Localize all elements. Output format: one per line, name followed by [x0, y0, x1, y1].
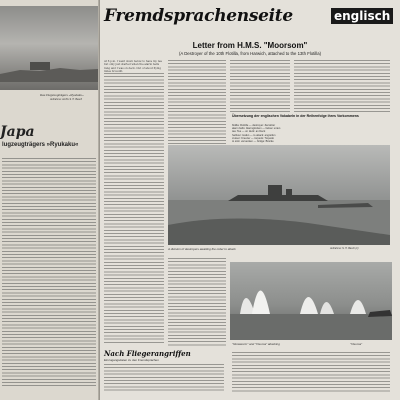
banner-title: Fremdsprachenseite — [104, 6, 293, 26]
explosion-plumes-icon — [230, 262, 392, 340]
bottom-right-text — [232, 352, 390, 392]
destroyer-silhouette-icon — [168, 145, 390, 245]
left-body-text — [2, 158, 96, 388]
glossary-entry: to sink: versenken — bridge: Brücke — [232, 140, 274, 144]
article-column-1 — [104, 73, 164, 345]
left-partial-title: Japa — [0, 124, 35, 140]
footer-subtitle: Einzugangsdaten zu den Fremdsprachen — [104, 358, 159, 362]
article-headline: Letter from H.M.S. "Moorsom" — [192, 41, 308, 50]
language-tag: englisch — [331, 8, 393, 24]
footer-text — [104, 364, 224, 392]
glossary-entry: cruiser: Kreuzer — torpedo: Torpedo — [232, 136, 274, 140]
footer-title: Nach Fliegerangriffen — [104, 349, 191, 358]
left-page — [0, 0, 100, 400]
left-partial-headline: lugzeugträgers »Ryukaku« — [2, 142, 79, 148]
attack-caption-right: "Visuma" — [350, 342, 363, 346]
left-photo-caption: Das Flugzeugträgers »Ryukaku« — [40, 93, 84, 97]
article-intro: At 6 p.m. I went down below to have my tea but only just started when the alarm bells rang and I was on deck. Out of about flying miles brought. — [104, 60, 162, 72]
destroyer-credit: Aufnahme: S. H. Basch (1) — [330, 247, 359, 250]
glossary-list — [232, 124, 390, 143]
glossary-entry: harbour: Hafen — to attack: angreifen — [232, 133, 276, 137]
glossary-entry: tea: Tee — on deck: an Deck — [232, 130, 266, 134]
left-photo-credit: Aufnahme: Archiv S. H. Basch — [50, 98, 83, 101]
page-banner — [104, 6, 392, 30]
article-subheadline: (A Destroyer of the 10th Flotilla, from Harwich, attached to the 13th Flotilla) — [178, 51, 322, 56]
article-column-2-lower — [168, 258, 226, 346]
article-column-4 — [294, 60, 390, 112]
glossary-entry: alarm bells: Alarmglocken — below: unten — [232, 127, 281, 131]
destroyer-caption: A division of destroyers awaiting the order to attack — [168, 247, 236, 251]
article-column-3 — [230, 60, 290, 112]
ship-silhouette-icon — [0, 52, 98, 82]
glossary-title: Übersetzung der englischen Vokabeln in der Reihenfolge ihres Vorkommens — [232, 114, 359, 118]
attack-caption-left: "Glowworm" and "Visuma" attacking — [232, 342, 280, 346]
glossary-entry: flotilla: Flottille — destroyer: Zerstörer — [232, 124, 276, 127]
